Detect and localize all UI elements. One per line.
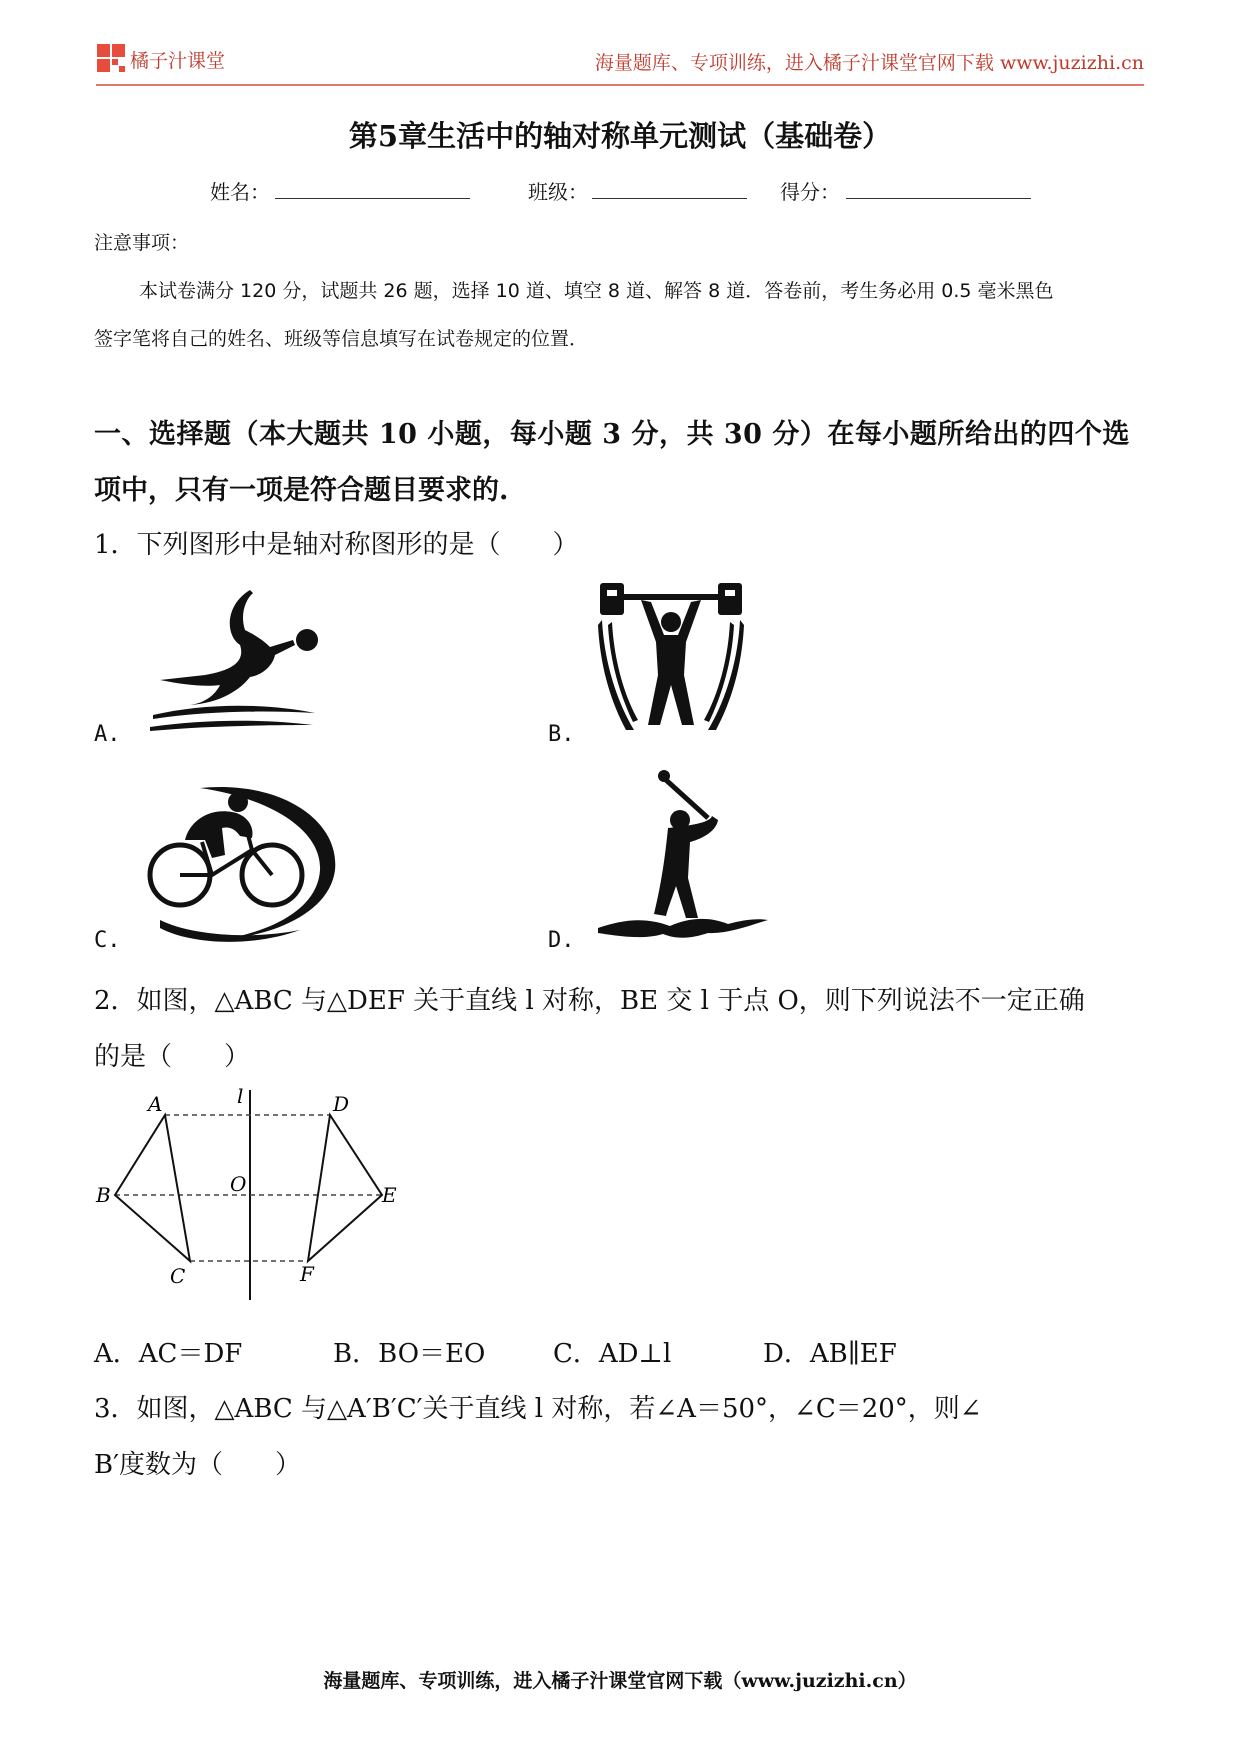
score-label: 得分：	[780, 180, 840, 204]
q1-option-a-label: A.	[94, 722, 121, 747]
brand-logo-icon	[97, 44, 127, 74]
footer-text: 海量题库、专项训练，进入橘子汁课堂官网下载（www.juzizhi.cn）	[323, 1670, 917, 1692]
weightlifter-icon	[596, 580, 746, 739]
q2-option-a: A．AC＝DF	[94, 1339, 243, 1369]
volleyball-player-icon	[145, 585, 325, 739]
question-2-stem-line-2: 的是（ ）	[94, 1042, 251, 1072]
header-tagline: 海量题库、专项训练，进入橘子汁课堂官网下载 www.juzizhi.cn	[594, 52, 1144, 74]
figure-label-d: D	[333, 1092, 350, 1116]
q2-option-b: B．BO＝EO	[333, 1339, 486, 1369]
figure-label-e: E	[382, 1183, 397, 1207]
figure-label-line-l: l	[237, 1085, 244, 1108]
figure-label-o: O	[230, 1172, 247, 1196]
figure-label-f: F	[300, 1262, 314, 1286]
name-field[interactable]	[275, 198, 470, 199]
q2-figure	[90, 1085, 410, 1309]
q2-option-d: D．AB∥EF	[763, 1339, 897, 1369]
q2-option-c: C．AD⊥l	[553, 1339, 672, 1369]
q1-option-d-label: D.	[548, 928, 575, 953]
brand-name: 橘子汁课堂	[130, 50, 226, 72]
section-heading-2: 项中，只有一项是符合题目要求的.	[94, 475, 509, 506]
class-label: 班级：	[528, 180, 588, 204]
question-3-stem-line-1: 3．如图，△ABC 与△A′B′C′关于直线 l 对称，若∠A＝50°，∠C＝20°，则∠	[94, 1394, 982, 1424]
golfer-icon	[598, 768, 768, 947]
notes-heading: 注意事项：	[94, 232, 190, 254]
question-3-stem-line-2: B′度数为（ ）	[94, 1450, 302, 1480]
figure-label-c: C	[170, 1264, 186, 1288]
score-field[interactable]	[846, 198, 1031, 199]
notes-line-1: 本试卷满分 120 分，试题共 26 题，选择 10 道、填空 8 道、解答 8 道．答卷前，考生务必用 0.5 毫米黑色	[139, 280, 1054, 302]
q1-option-c-label: C.	[94, 928, 121, 953]
cyclist-icon	[140, 780, 340, 954]
figure-label-b: B	[96, 1183, 111, 1207]
page-title: 第5章生活中的轴对称单元测试（基础卷）	[348, 119, 892, 153]
q1-option-b-label: B.	[548, 722, 575, 747]
section-heading-1: 一、选择题（本大题共 10 小题，每小题 3 分，共 30 分）在每小题所给出的四个选	[94, 419, 1130, 450]
class-field[interactable]	[592, 198, 747, 199]
notes-line-2: 签字笔将自己的姓名、班级等信息填写在试卷规定的位置．	[94, 328, 589, 350]
figure-label-a: A	[148, 1092, 163, 1116]
question-1-stem: 1．下列图形中是轴对称图形的是（ ）	[94, 530, 579, 560]
question-2-stem-line-1: 2．如图，△ABC 与△DEF 关于直线 l 对称，BE 交 l 于点 O，则下列说法不一定正确	[94, 986, 1085, 1016]
header-divider	[96, 84, 1144, 86]
name-label: 姓名：	[210, 180, 270, 204]
